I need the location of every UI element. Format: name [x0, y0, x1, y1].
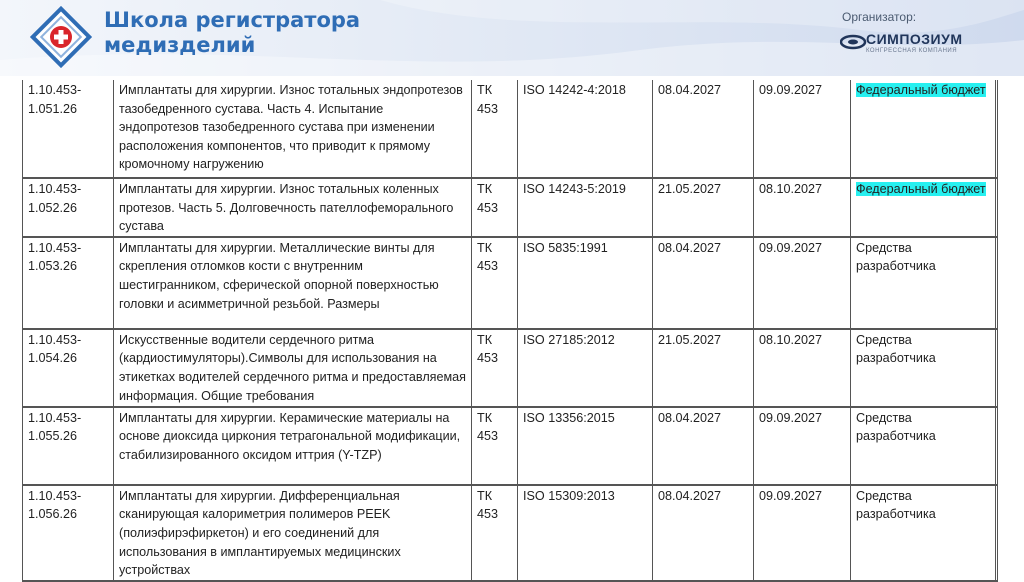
row-code-cell — [23, 329, 114, 407]
row-date-end-cell — [754, 329, 851, 407]
table-row — [23, 80, 998, 178]
row-date-end: 09.09.2027 — [759, 83, 823, 97]
row-committee-cell — [472, 237, 518, 329]
row-code-cell — [23, 237, 114, 329]
row-funding-source: Средства разработчика — [856, 332, 936, 366]
row-date-start-cell — [653, 237, 754, 329]
row-funding-source-cell — [851, 178, 996, 237]
row-date-end: 08.10.2027 — [759, 182, 823, 196]
row-code-cell — [23, 407, 114, 485]
row-code-cell — [23, 485, 114, 581]
row-committee: ТК 453 — [477, 182, 499, 215]
row-committee-cell — [472, 178, 518, 237]
row-funding-source: Средства разработчика — [856, 240, 936, 274]
table-row — [23, 178, 998, 237]
row-funding-source: Средства разработчика — [856, 488, 936, 522]
row-iso-standard-cell — [518, 329, 653, 407]
row-code: 1.10.453-1.051.26 — [28, 83, 82, 116]
row-date-start-cell — [653, 407, 754, 485]
row-iso-standard-cell — [518, 178, 653, 237]
organizer-name: СИМПОЗИУМ — [866, 31, 963, 47]
row-name: Искусственные водители сердечного ритма (кардиостимуляторы).Символы для использования на этикетках водителей сердечного ритма и предоставляемая информация. Общие требования — [119, 332, 466, 403]
row-empty-cell — [996, 178, 998, 237]
table-row — [23, 237, 998, 329]
row-iso-standard: ISO 27185:2012 — [523, 332, 615, 347]
row-name: Имплантаты для хирургии. Износ тотальных коленных протезов. Часть 5. Долговечность пателлофеморального сустава — [119, 182, 454, 234]
row-iso-standard-cell — [518, 407, 653, 485]
standards-table — [22, 80, 998, 582]
row-committee: ТК 453 — [477, 83, 499, 116]
row-iso-standard: ISO 13356:2015 — [523, 410, 615, 425]
row-date-end-cell — [754, 178, 851, 237]
row-name: Имплантаты для хирургии. Керамические материалы на основе диоксида циркония тетрагональной модификации, стабилизированного оксидом иттрия (Y-TZP) — [119, 410, 461, 462]
row-code-cell — [23, 80, 114, 178]
row-empty-cell — [996, 485, 998, 581]
school-logo-icon — [30, 6, 92, 68]
row-funding-source-cell — [851, 485, 996, 581]
row-funding-source-cell — [851, 329, 996, 407]
row-date-end: 08.10.2027 — [759, 332, 823, 347]
row-name-cell — [114, 80, 472, 178]
row-iso-standard: ISO 5835:1991 — [523, 240, 608, 255]
row-date-start: 21.05.2027 — [658, 332, 722, 347]
row-name-cell — [114, 329, 472, 407]
row-funding-source: Федеральный бюджет — [856, 83, 986, 97]
row-date-start: 08.04.2027 — [658, 410, 722, 425]
row-funding-source-cell — [851, 407, 996, 485]
row-empty-cell — [996, 80, 998, 178]
row-name: Имплантаты для хирургии. Износ тотальных эндопротезов тазобедренного сустава. Часть 4. Испытание эндопротезов тазобедренного сустава при изменении расположения компонентов, что приводит к прямому кромочному нагружению — [119, 83, 463, 172]
row-code: 1.10.453-1.055.26 — [28, 410, 82, 444]
row-funding-source-cell — [851, 80, 996, 178]
row-code: 1.10.453-1.056.26 — [28, 488, 82, 522]
row-committee-cell — [472, 485, 518, 581]
row-date-start-cell — [653, 80, 754, 178]
row-date-end-cell — [754, 237, 851, 329]
row-name: Имплантаты для хирургии. Дифференциальная сканирующая калориметрия полимеров PEEK (полиэфирэфиркетон) и его соединений для использования в имплантируемых медицинских устройствах — [119, 488, 401, 578]
title-line-1: Школа регистратора — [104, 8, 361, 32]
row-iso-standard-cell — [518, 80, 653, 178]
organizer-label: Организатор: — [842, 10, 917, 24]
row-name-cell — [114, 485, 472, 581]
row-date-end: 09.09.2027 — [759, 240, 823, 255]
row-committee-cell — [472, 329, 518, 407]
row-date-end: 09.09.2027 — [759, 488, 823, 503]
row-iso-standard: ISO 14242-4:2018 — [523, 83, 626, 97]
row-date-end-cell — [754, 80, 851, 178]
row-date-start-cell — [653, 485, 754, 581]
row-empty-cell — [996, 329, 998, 407]
row-date-start: 21.05.2027 — [658, 182, 722, 196]
title-line-2: медизделий — [104, 33, 256, 57]
standards-table-body — [23, 80, 998, 581]
row-code: 1.10.453-1.053.26 — [28, 240, 82, 274]
row-iso-standard: ISO 14243-5:2019 — [523, 182, 626, 196]
row-date-end-cell — [754, 407, 851, 485]
row-committee: ТК 453 — [477, 332, 499, 366]
row-date-start-cell — [653, 329, 754, 407]
row-name-cell — [114, 407, 472, 485]
row-committee-cell — [472, 80, 518, 178]
row-date-start: 08.04.2027 — [658, 240, 722, 255]
table-row — [23, 485, 998, 581]
row-iso-standard: ISO 15309:2013 — [523, 488, 615, 503]
row-code-cell — [23, 178, 114, 237]
row-name-cell — [114, 237, 472, 329]
row-date-start-cell — [653, 178, 754, 237]
row-committee-cell — [472, 407, 518, 485]
row-empty-cell — [996, 237, 998, 329]
organizer-subtitle: КОНГРЕССНАЯ КОМПАНИЯ — [866, 48, 958, 54]
row-funding-source-cell — [851, 237, 996, 329]
row-name-cell — [114, 178, 472, 237]
row-committee: ТК 453 — [477, 410, 499, 444]
row-empty-cell — [996, 407, 998, 485]
row-code: 1.10.453-1.052.26 — [28, 182, 82, 215]
table-row — [23, 407, 998, 485]
row-date-end-cell — [754, 485, 851, 581]
row-iso-standard-cell — [518, 485, 653, 581]
row-name: Имплантаты для хирургии. Металлические винты для скрепления отломков кости с внутренним шестигранником, сферической опорной поверхностью головки и асимметричной резьбой. Размеры — [119, 240, 439, 311]
row-funding-source: Средства разработчика — [856, 410, 936, 444]
row-date-start: 08.04.2027 — [658, 83, 722, 97]
row-date-end: 09.09.2027 — [759, 410, 823, 425]
slide-header — [0, 0, 1024, 76]
row-funding-source: Федеральный бюджет — [856, 182, 986, 196]
table-row — [23, 329, 998, 407]
row-date-start: 08.04.2027 — [658, 488, 722, 503]
page-title — [104, 8, 360, 58]
row-committee: ТК 453 — [477, 240, 499, 274]
row-code: 1.10.453-1.054.26 — [28, 332, 82, 366]
row-iso-standard-cell — [518, 237, 653, 329]
row-committee: ТК 453 — [477, 488, 499, 522]
